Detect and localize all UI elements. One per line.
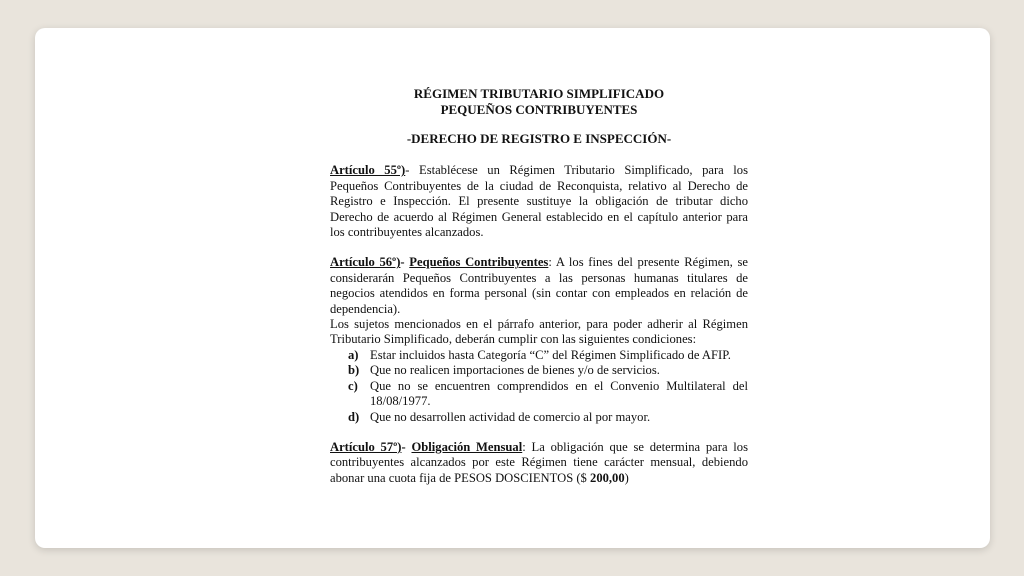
article-55-text: - Establécese un Régimen Tributario Simplificado, para los Pequeños Contribuyentes de la ciudad de Reconquista, relativo al Derecho de Registro e Inspección. El presente sustituye la obligación de tributar dicho Derecho de acuerdo al Régimen General establecido en el capítulo anterior para los contribuyentes alcanzados. — [330, 163, 748, 240]
article-55-label: Artículo 55º) — [330, 163, 406, 178]
list-item-letter: c) — [348, 378, 358, 393]
article-56-heading: Pequeños Contribuyentes — [409, 255, 549, 270]
article-57 — [330, 440, 748, 486]
article-57-label: Artículo 57º) — [330, 439, 402, 454]
title-line-1: RÉGIMEN TRIBUTARIO SIMPLIFICADO — [413, 86, 665, 101]
list-item-letter: d) — [348, 409, 360, 424]
article-56-paragraph-2: Los sujetos mencionados en el párrafo anterior, para poder adherir al Régimen Tributario Simplificado, deberán cumplir con las siguientes condiciones: — [330, 317, 748, 347]
article-57-amount: 200,00 — [590, 470, 625, 485]
article-57-text: : La obligación que se determina para los contribuyentes alcanzados por este Régimen tiene carácter mensual, debiendo abonar una cuota fija de PESOS DOSCIENTOS ($ — [330, 439, 749, 485]
list-item — [348, 348, 748, 363]
document-scan — [330, 86, 748, 486]
article-57-close: ) — [624, 470, 629, 485]
article-56-dash: - — [400, 255, 410, 270]
conditions-list — [330, 348, 748, 425]
article-56 — [330, 255, 748, 317]
list-item-text: Que no realicen importaciones de bienes y/o de servicios. — [370, 363, 660, 378]
document-title — [330, 86, 748, 118]
list-item-text: Estar incluidos hasta Categoría “C” del Régimen Simplificado de AFIP. — [370, 347, 731, 362]
article-57-heading: Obligación Mensual — [411, 439, 523, 454]
title-line-2: PEQUEÑOS CONTRIBUYENTES — [440, 102, 638, 117]
article-55 — [330, 163, 748, 240]
list-item-letter: a) — [348, 347, 359, 362]
list-item — [348, 379, 748, 410]
slide-card — [35, 28, 990, 548]
list-item-text: Que no desarrollen actividad de comercio al por mayor. — [370, 409, 651, 424]
list-item-text: Que no se encuentren comprendidos en el Convenio Multilateral del 18/08/1977. — [370, 378, 748, 409]
article-56-text: : A los fines del presente Régimen, se considerarán Pequeños Contribuyentes a las personas humanas titulares de negocios atendidos en forma personal (sin contar con empleados en relación de dependencia). — [330, 255, 748, 316]
document-subtitle: -DERECHO DE REGISTRO E INSPECCIÓN- — [406, 131, 672, 146]
list-item — [348, 363, 748, 378]
article-57-dash: - — [401, 439, 412, 454]
list-item — [348, 410, 748, 425]
list-item-letter: b) — [348, 363, 360, 378]
article-56-label: Artículo 56º) — [330, 255, 401, 270]
